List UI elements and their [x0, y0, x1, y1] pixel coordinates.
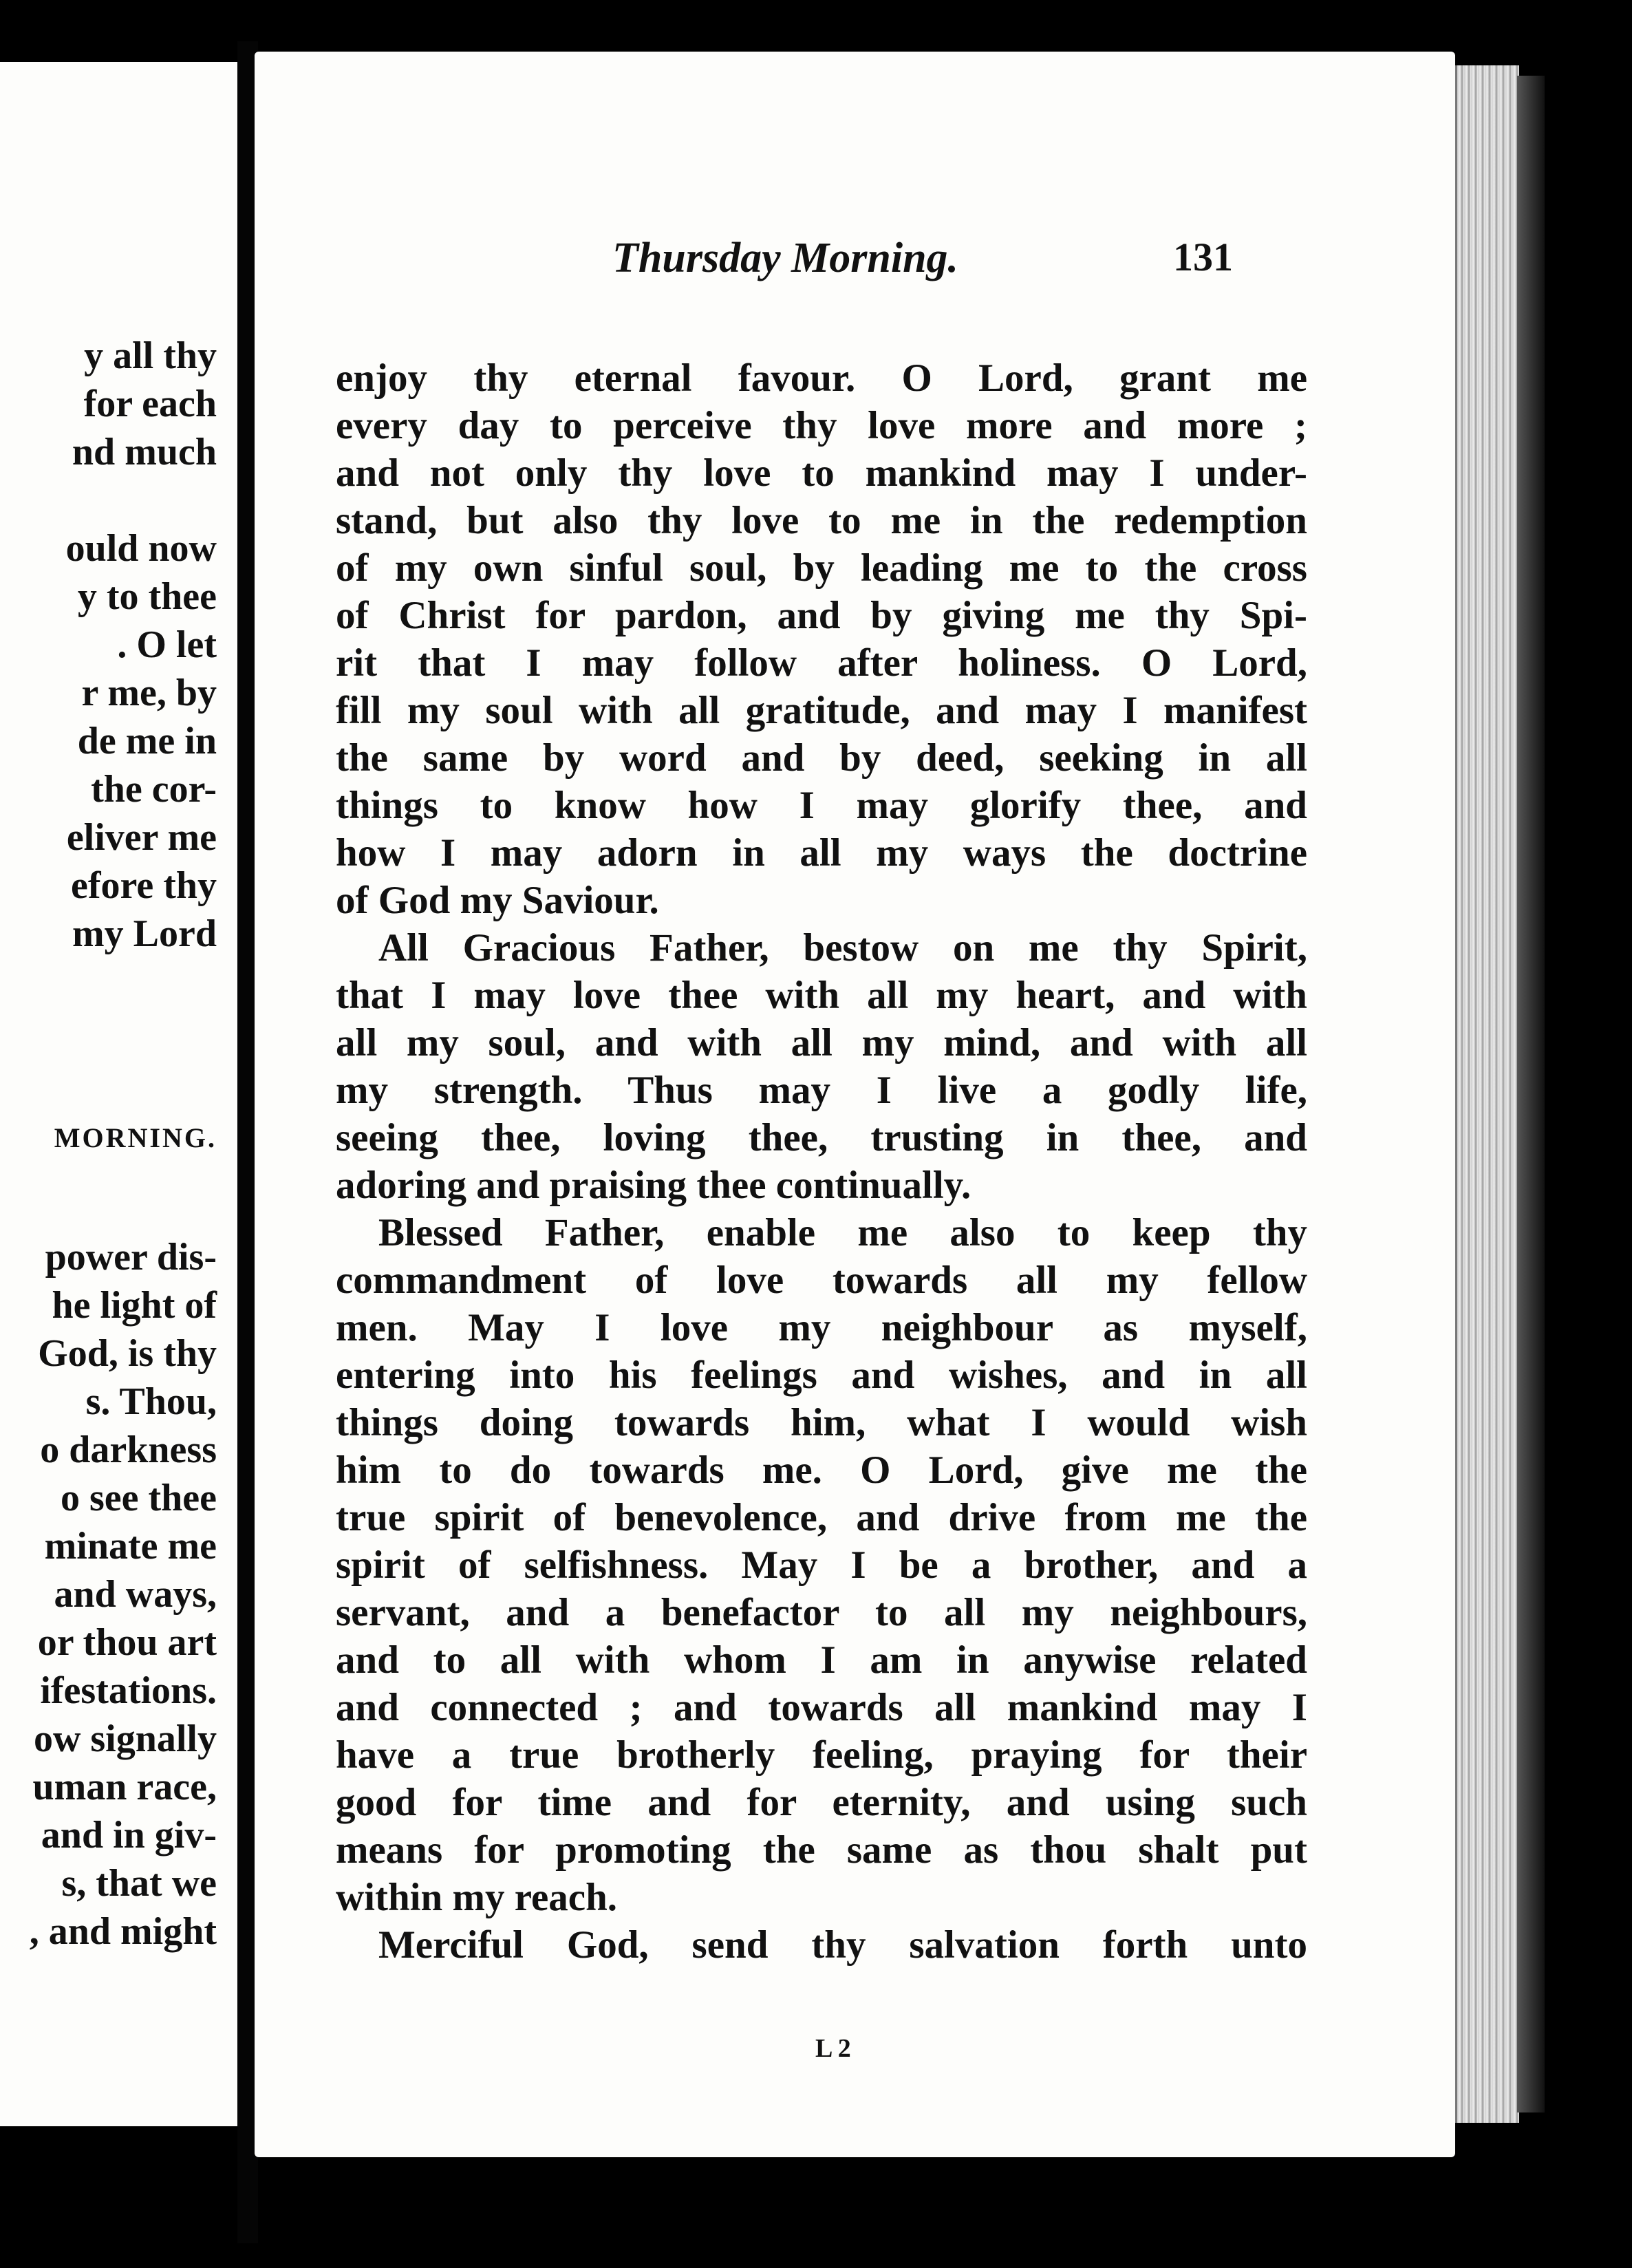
text-line: things to know how I may glorify thee, and — [336, 784, 1307, 827]
running-head — [255, 234, 1455, 296]
text-line: my strength. Thus may I live a godly life, — [336, 1069, 1307, 1112]
text-line: means for promoting the same as thou shalt put — [336, 1828, 1307, 1872]
text-line: that I may love thee with all my heart, and with — [336, 974, 1307, 1017]
text-line: men. May I love my neighbour as myself, — [336, 1306, 1307, 1349]
left-text-line: God, is thy — [38, 1332, 217, 1375]
left-text-line: s. Thou, — [85, 1380, 217, 1423]
left-text-line: ow signally — [33, 1718, 217, 1760]
paragraph-first-line: Merciful God, send thy salvation forth unto — [378, 1923, 1307, 1967]
page-number: 131 — [1173, 235, 1233, 279]
left-text-line: , and might — [29, 1910, 217, 1953]
left-text-line: nd much — [72, 431, 217, 473]
left-text-line: or thou art — [37, 1621, 217, 1664]
page-edge-shadow — [1517, 76, 1545, 2112]
text-line: true spirit of benevolence, and drive from me the — [336, 1496, 1307, 1539]
left-text-line: and ways, — [54, 1573, 217, 1616]
left-text-line: he light of — [52, 1284, 217, 1327]
text-line: stand, but also thy love to me in the redemption — [336, 499, 1307, 542]
left-text-line: y to thee — [77, 575, 217, 618]
left-text-line: the cor- — [91, 768, 217, 811]
text-line: things doing towards him, what I would wish — [336, 1401, 1307, 1444]
left-text-line: minate me — [44, 1525, 217, 1568]
right-page — [255, 52, 1455, 2157]
left-text-line: and in giv- — [41, 1814, 217, 1857]
text-line: him to do towards me. O Lord, give me the — [336, 1448, 1307, 1492]
text-line: of my own sinful soul, by leading me to the cross — [336, 546, 1307, 590]
text-line: and connected ; and towards all mankind may I — [336, 1686, 1307, 1729]
text-line: every day to perceive thy love more and more ; — [336, 404, 1307, 447]
body-text — [336, 354, 1307, 1969]
left-text-line: . O let — [117, 623, 217, 666]
text-line: rit that I may follow after holiness. O Lord, — [336, 641, 1307, 685]
left-text-line: uman race, — [32, 1766, 217, 1808]
text-line: enjoy thy eternal favour. O Lord, grant me — [336, 356, 1307, 400]
left-page-fragment — [0, 62, 237, 2126]
text-line: fill my soul with all gratitude, and may I manifest — [336, 689, 1307, 732]
running-title: Thursday Morning. — [612, 235, 959, 281]
text-line: of God my Saviour. — [336, 879, 659, 922]
text-line: good for time and for eternity, and using such — [336, 1781, 1307, 1824]
paragraph-first-line: All Gracious Father, bestow on me thy Spirit, — [378, 926, 1307, 970]
left-section-heading: MORNING. — [54, 1122, 217, 1153]
left-text-line: o darkness — [40, 1429, 217, 1471]
text-line: spirit of selfishness. May I be a brother, and a — [336, 1543, 1307, 1587]
left-text-line: my Lord — [72, 912, 217, 955]
text-line: and not only thy love to mankind may I under- — [336, 451, 1307, 495]
left-text-line: r me, by — [81, 672, 217, 714]
text-line: and to all with whom I am in anywise related — [336, 1638, 1307, 1682]
text-line: of Christ for pardon, and by giving me thy Spi- — [336, 594, 1307, 637]
left-text-line: power dis- — [45, 1236, 217, 1279]
text-line: within my reach. — [336, 1876, 618, 1919]
text-line: have a true brotherly feeling, praying for their — [336, 1733, 1307, 1777]
text-line: seeing thee, loving thee, trusting in thee, and — [336, 1116, 1307, 1159]
left-text-line: de me in — [77, 720, 217, 762]
left-text-line: efore thy — [71, 864, 217, 907]
paragraph-first-line: Blessed Father, enable me also to keep thy — [378, 1211, 1307, 1254]
text-line: servant, and a benefactor to all my neighbours, — [336, 1591, 1307, 1634]
text-line: all my soul, and with all my mind, and with all — [336, 1021, 1307, 1065]
text-line: adoring and praising thee continually. — [336, 1164, 971, 1207]
left-text-line: for each — [83, 383, 217, 425]
left-text-line: ifestations. — [40, 1669, 217, 1712]
signature-mark: L 2 — [815, 2034, 851, 2063]
text-line: commandment of love towards all my fellow — [336, 1259, 1307, 1302]
text-line: the same by word and by deed, seeking in all — [336, 736, 1307, 780]
text-line: how I may adorn in all my ways the doctrine — [336, 831, 1307, 875]
left-text-line: s, that we — [61, 1862, 217, 1905]
left-text-line: y all thy — [84, 334, 217, 377]
left-text-line: o see thee — [60, 1477, 217, 1519]
text-line: entering into his feelings and wishes, and in all — [336, 1354, 1307, 1397]
page-edges — [1455, 65, 1519, 2123]
left-text-line: eliver me — [66, 816, 217, 859]
left-text-line: ould now — [65, 527, 217, 570]
